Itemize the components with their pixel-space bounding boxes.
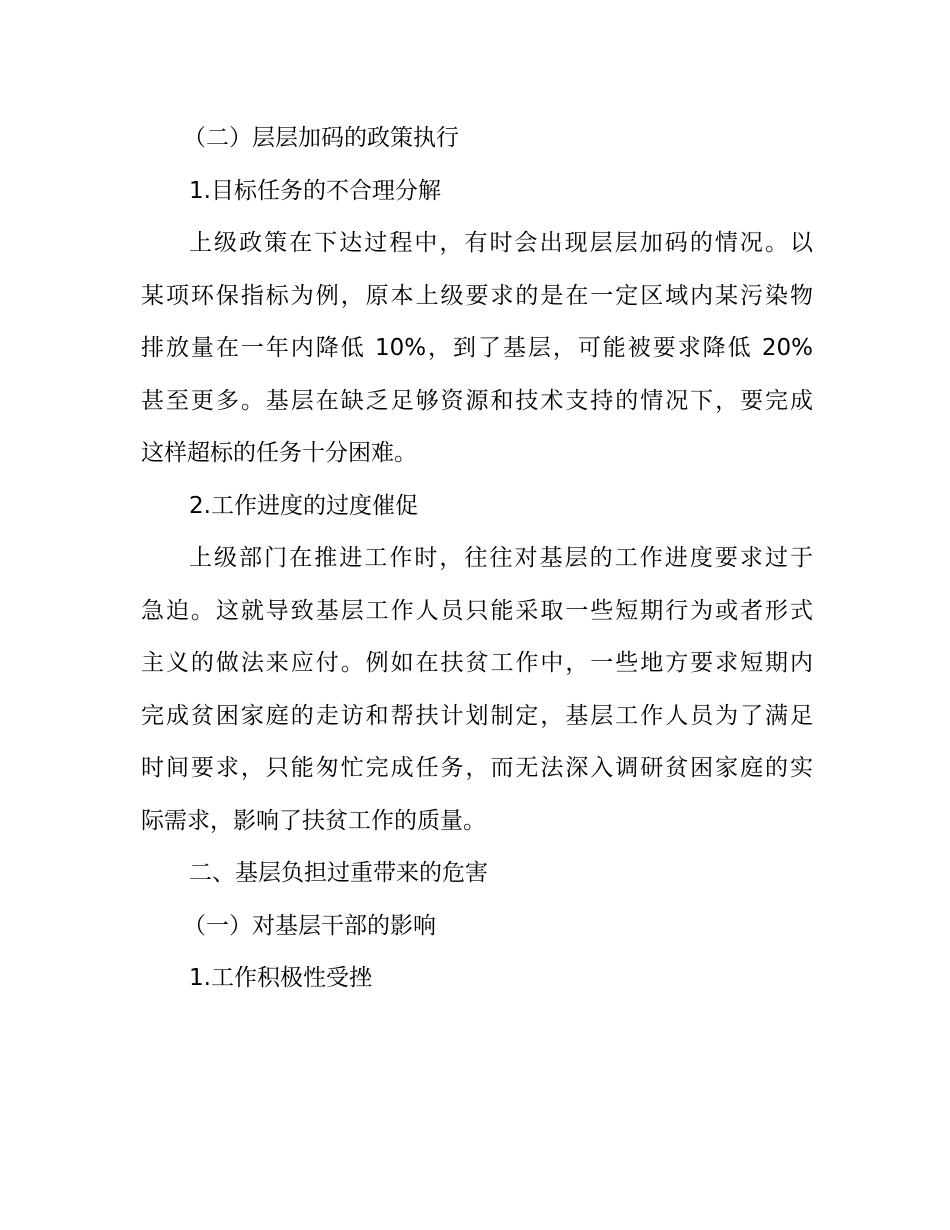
section-heading-impact-on-cadres: （一）对基层干部的影响 — [183, 912, 436, 939]
paragraph-progress-pressure — [141, 532, 813, 847]
paragraph-line: 某项环保指标为例，原本上级要求的是在一定区域内某污染物 — [141, 282, 813, 309]
paragraph-line: 甚至更多。基层在缺乏足够资源和技术支持的情况下，要完成 — [141, 387, 813, 414]
paragraph-line: 上级政策在下达过程中，有时会出现层层加码的情况。以 — [189, 230, 813, 256]
subsection-heading-target-decomposition: 1.目标任务的不合理分解 — [189, 177, 441, 204]
paragraph-line: 时间要求，只能匆忙完成任务，而无法深入调研贫困家庭的实 — [141, 755, 813, 781]
paragraph-line: 主义的做法来应付。例如在扶贫工作中，一些地方要求短期内 — [141, 650, 813, 676]
section-heading-policy-escalation: （二）层层加码的政策执行 — [183, 125, 459, 151]
paragraph-line: 这样超标的任务十分困难。 — [141, 440, 417, 466]
paragraph-target-decomposition — [141, 217, 813, 480]
subsection-heading-enthusiasm: 1.工作积极性受挫 — [189, 965, 372, 991]
paragraph-line: 急迫。这就导致基层工作人员只能采取一些短期行为或者形式 — [141, 597, 813, 624]
paragraph-line: 际需求，影响了扶贫工作的质量。 — [141, 807, 486, 834]
document-body — [141, 112, 813, 1005]
subsection-heading-progress-pressure: 2.工作进度的过度催促 — [189, 492, 418, 519]
paragraph-line: 完成贫困家庭的走访和帮扶计划制定，基层工作人员为了满足 — [141, 702, 813, 729]
paragraph-line: 排放量在一年内降低 10%，到了基层，可能被要求降低 20% — [141, 335, 813, 361]
chapter-heading-harms: 二、基层负担过重带来的危害 — [189, 860, 488, 886]
paragraph-line: 上级部门在推进工作时，往往对基层的工作进度要求过于 — [189, 545, 813, 571]
